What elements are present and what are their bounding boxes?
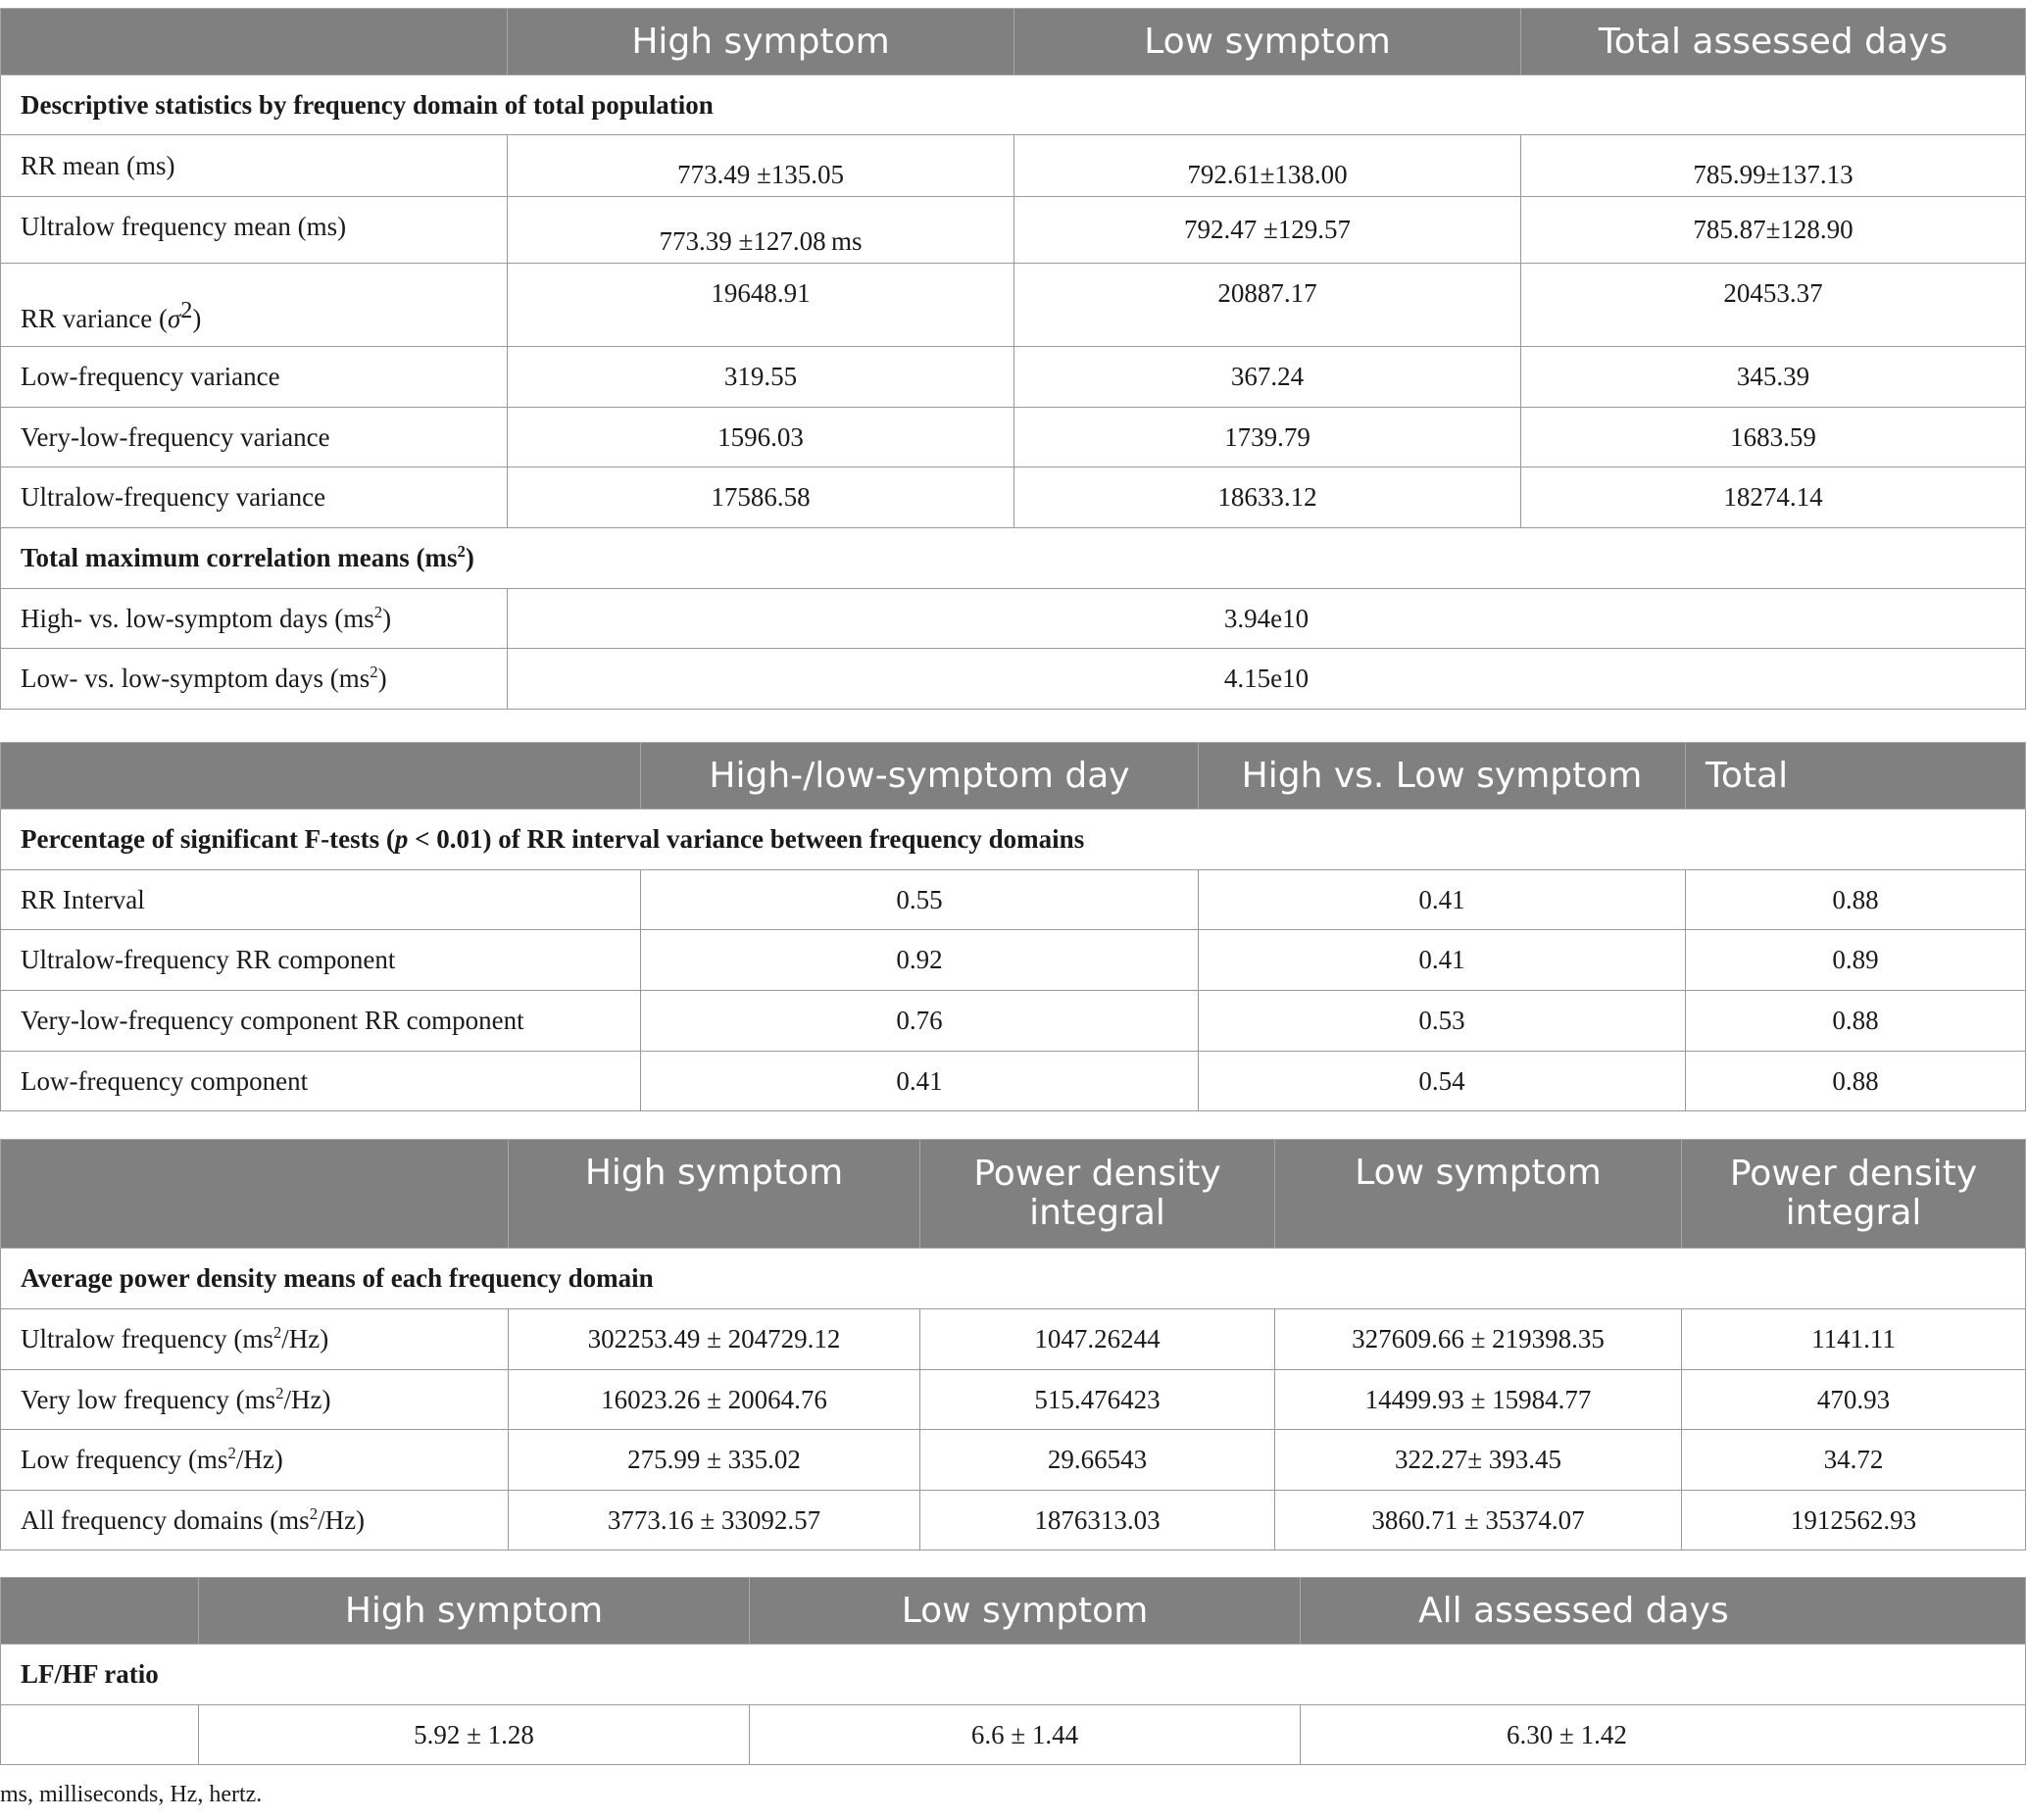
unit-text: (ms (226, 1324, 273, 1354)
cell-value: 17586.58 (508, 467, 1014, 528)
table-row (1, 991, 2026, 1052)
cell-value: 792.61±138.00 (1014, 135, 1521, 197)
cell-value: 0.55 (641, 870, 1199, 930)
section-title (1, 528, 2026, 589)
cell-value: 0.54 (1199, 1052, 1686, 1111)
table-row (1, 589, 2026, 649)
table-row (1, 870, 2026, 930)
superscript: 2 (457, 542, 466, 562)
table-row (1, 264, 2026, 347)
header-cell: Power density integral (920, 1140, 1275, 1249)
header-cell: Total (1686, 743, 2026, 810)
label-text: RR variance ( (21, 303, 168, 333)
cell-value: 18633.12 (1014, 467, 1521, 528)
row-label (1, 1430, 509, 1491)
header-cell: High symptom (508, 9, 1014, 75)
cell-value: 16023.26 ± 20064.76 (509, 1370, 920, 1430)
cell-value: 322.27± 393.45 (1275, 1430, 1682, 1491)
table-row (1, 135, 2026, 197)
cell-value: 302253.49 ± 204729.12 (509, 1309, 920, 1370)
section-row (1, 1645, 2026, 1705)
header-cell: Low symptom (750, 1578, 1301, 1645)
row-label: Very-low-frequency variance (1, 408, 508, 467)
cell-value: 1596.03 (508, 408, 1014, 467)
cell-value: 1876313.03 (920, 1491, 1275, 1550)
label-text: Very low frequency (21, 1384, 229, 1414)
section-title: LF/HF ratio (1, 1645, 2026, 1705)
row-label: Ultralow-frequency variance (1, 467, 508, 528)
cell-value: 18274.14 (1521, 467, 2026, 528)
cell-value: 4.15e10 (508, 649, 2026, 710)
row-label: Low-frequency variance (1, 347, 508, 408)
row-label (1, 1491, 509, 1550)
label-text: Ultralow frequency (21, 1324, 227, 1354)
cell-value: 0.88 (1686, 1052, 2026, 1111)
label-text: ) (192, 303, 202, 333)
cell-value: 470.93 (1682, 1370, 2026, 1430)
section-row (1, 75, 2026, 135)
cell-value: 14499.93 ± 15984.77 (1275, 1370, 1682, 1430)
superscript: 2 (272, 1323, 282, 1343)
label-text: All frequency domains (21, 1504, 264, 1535)
row-label (1, 1370, 509, 1430)
cell-value: 0.92 (641, 930, 1199, 991)
row-label: Ultralow-frequency RR component (1, 930, 641, 991)
cell-value: 20453.37 (1521, 264, 2026, 347)
cell-value: 20887.17 (1014, 264, 1521, 347)
cell-value: 785.87±128.90 (1521, 197, 2026, 264)
section-row (1, 810, 2026, 870)
table-row (1, 1052, 2026, 1111)
cell-value: 6.30 ± 1.42 (1301, 1705, 2026, 1765)
cell-value: 327609.66 ± 219398.35 (1275, 1309, 1682, 1370)
table-header-row (1, 743, 2026, 810)
superscript: 2 (309, 1503, 319, 1523)
cell-value: 34.72 (1682, 1430, 2026, 1491)
cell-value: 319.55 (508, 347, 1014, 408)
table-row (1, 1309, 2026, 1370)
table-row (1, 930, 2026, 991)
cell-value: 0.53 (1199, 991, 1686, 1052)
row-label (1, 649, 508, 710)
superscript: 2 (370, 663, 378, 682)
section-text: Percentage of significant F-tests ( (21, 824, 395, 855)
cell-value: 5.92 ± 1.28 (199, 1705, 750, 1765)
header-cell: High symptom (199, 1578, 750, 1645)
row-label: Very-low-frequency component RR component (1, 991, 641, 1052)
cell-value: 1047.26244 (920, 1309, 1275, 1370)
cell-value: 0.41 (641, 1052, 1199, 1111)
label-text: ) (377, 664, 387, 694)
superscript: 2 (180, 296, 193, 323)
cell-value: 367.24 (1014, 347, 1521, 408)
lf-hf-ratio-table (0, 1577, 2026, 1765)
row-label: Low-frequency component (1, 1052, 641, 1111)
table-row (1, 408, 2026, 467)
label-text: ) (382, 603, 392, 633)
superscript: 2 (227, 1444, 236, 1463)
unit-text: /Hz) (281, 1324, 329, 1354)
label-text: Low- vs. low-symptom days (ms (21, 664, 371, 694)
table-row (1, 467, 2026, 528)
table-row (1, 649, 2026, 710)
unit-text: /Hz) (283, 1384, 331, 1414)
header-cell (1, 743, 641, 810)
table-row (1, 1491, 2026, 1550)
header-cell (1, 1140, 509, 1249)
table-header-row (1, 1578, 2026, 1645)
header-cell: Low symptom (1275, 1140, 1682, 1249)
section-title: Descriptive statistics by frequency domain of total population (1, 75, 2026, 135)
cell-value: 0.41 (1199, 930, 1686, 991)
table-row (1, 1705, 2026, 1765)
unit-text: (ms (181, 1445, 228, 1475)
row-label (1, 1309, 509, 1370)
superscript: 2 (373, 602, 383, 621)
cell-value: 1912562.93 (1682, 1491, 2026, 1550)
unit-text: (ms (228, 1384, 276, 1414)
cell-value: 6.6 ± 1.44 (750, 1705, 1301, 1765)
table-row (1, 1370, 2026, 1430)
row-label (1, 589, 508, 649)
cell-value: 275.99 ± 335.02 (509, 1430, 920, 1491)
table-row (1, 197, 2026, 264)
section-text: p (394, 824, 409, 855)
superscript: 2 (275, 1383, 284, 1402)
cell-value: 773.39 ±127.08 ms (508, 197, 1014, 264)
header-cell: Low symptom (1014, 9, 1521, 75)
table-footnote: ms, milliseconds, Hz, hertz. (0, 1782, 263, 1807)
sigma-symbol: σ (167, 303, 181, 333)
header-cell: High-/low-symptom day (641, 743, 1199, 810)
unit-text: /Hz) (235, 1445, 283, 1475)
unit-text: /Hz) (318, 1504, 366, 1535)
cell-value: 0.88 (1686, 991, 2026, 1052)
table-row (1, 347, 2026, 408)
cell-value: 792.47 ±129.57 (1014, 197, 1521, 264)
table-header-row (1, 1140, 2026, 1249)
header-cell: High vs. Low symptom (1199, 743, 1686, 810)
cell-value: 785.99±137.13 (1521, 135, 2026, 197)
row-label: Ultralow frequency mean (ms) (1, 197, 508, 264)
section-row (1, 528, 2026, 589)
header-cell: Power density integral (1682, 1140, 2026, 1249)
label-text: High- vs. low-symptom days (ms (21, 603, 374, 633)
section-text: Total maximum correlation means (ms (21, 543, 458, 573)
header-cell: Total assessed days (1521, 9, 2026, 75)
cell-value: 1141.11 (1682, 1309, 2026, 1370)
table-header-row (1, 9, 2026, 75)
descriptive-statistics-table (0, 8, 2026, 710)
unit-text: (ms (263, 1504, 310, 1535)
cell-value: 3860.71 ± 35374.07 (1275, 1491, 1682, 1550)
section-title (1, 810, 2026, 870)
cell-value: 3773.16 ± 33092.57 (509, 1491, 920, 1550)
cell-value: 1739.79 (1014, 408, 1521, 467)
cell-value: 515.476423 (920, 1370, 1275, 1430)
header-cell (1, 1578, 199, 1645)
cell-value: 19648.91 (508, 264, 1014, 347)
power-density-table (0, 1139, 2026, 1550)
section-text: ) (465, 543, 474, 573)
cell-value: 773.49 ±135.05 (508, 135, 1014, 197)
header-cell: High symptom (509, 1140, 920, 1249)
header-cell (1, 9, 508, 75)
row-label (1, 1705, 199, 1765)
f-test-table (0, 742, 2026, 1111)
cell-value: 1683.59 (1521, 408, 2026, 467)
cell-value: 0.88 (1686, 870, 2026, 930)
header-cell: All assessed days (1301, 1578, 2026, 1645)
cell-value: 3.94e10 (508, 589, 2026, 649)
cell-value: 0.89 (1686, 930, 2026, 991)
section-title: Average power density means of each frequency domain (1, 1249, 2026, 1309)
cell-value: 0.76 (641, 991, 1199, 1052)
row-label: RR mean (ms) (1, 135, 508, 197)
table-row (1, 1430, 2026, 1491)
section-row (1, 1249, 2026, 1309)
label-text: Low frequency (21, 1445, 182, 1475)
row-label (1, 264, 508, 347)
cell-value: 29.66543 (920, 1430, 1275, 1491)
cell-value: 0.41 (1199, 870, 1686, 930)
row-label: RR Interval (1, 870, 641, 930)
section-text: < 0.01) of RR interval variance between frequency domains (408, 824, 1085, 855)
cell-value: 345.39 (1521, 347, 2026, 408)
